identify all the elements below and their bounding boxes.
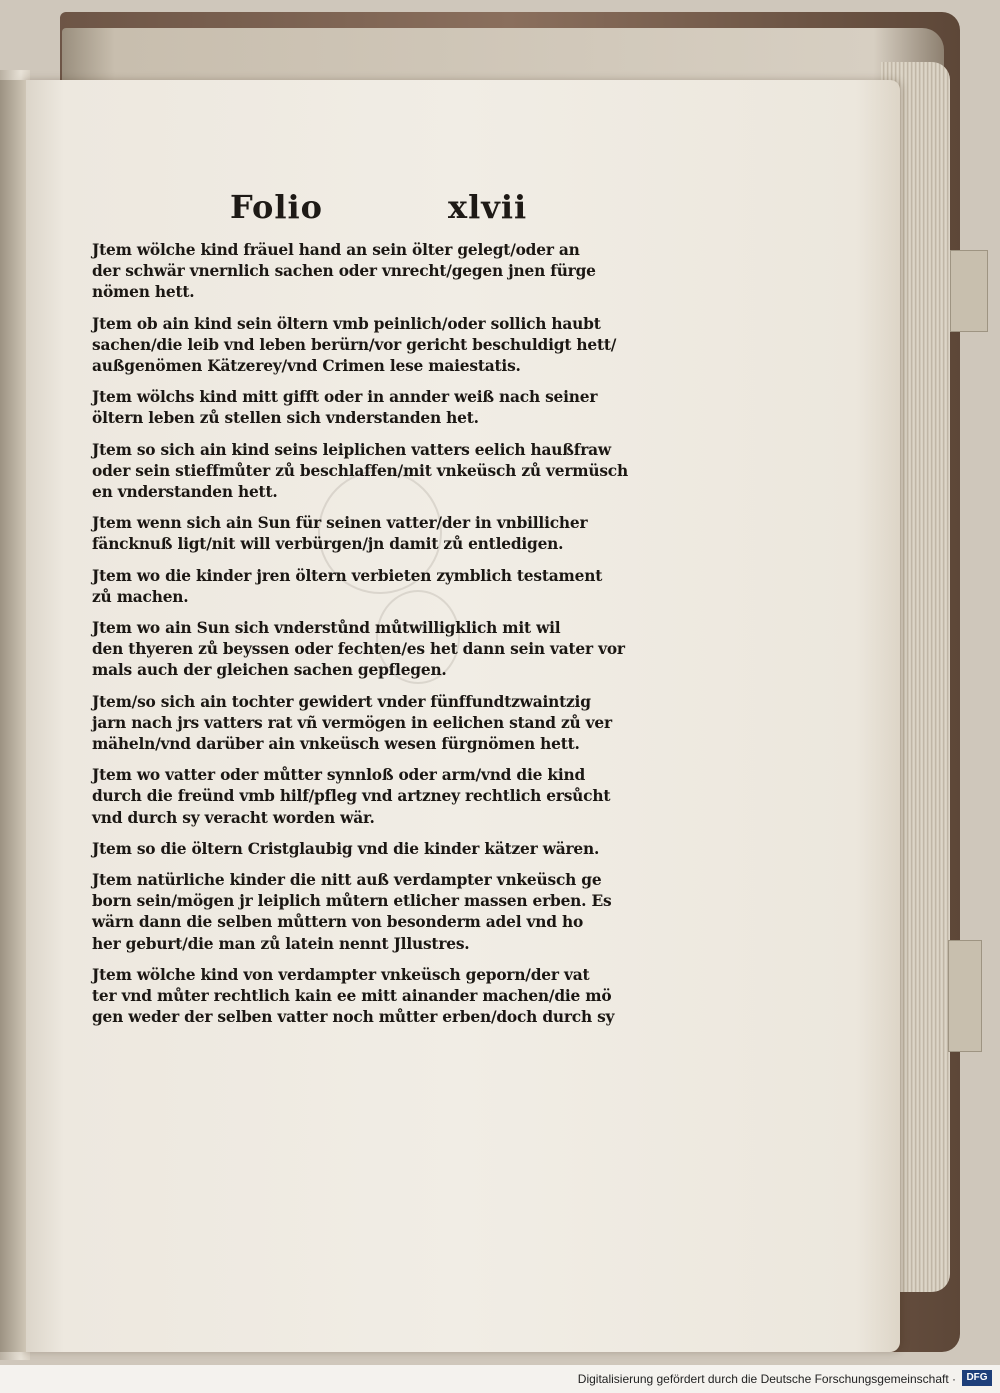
- text-line: Jtem wo die kinder jren öltern verbieten zymblich testament: [92, 566, 603, 585]
- text-line: Jtem wölchs kind mitt gifft oder in annder weiß nach seiner: [92, 388, 598, 407]
- paragraph: [92, 314, 632, 378]
- text-line: öltern leben zů stellen sich vnderstanden het.: [92, 409, 479, 428]
- text-line: her geburt/die man zů latein nennt Jllustres.: [92, 934, 470, 953]
- paragraph: [92, 513, 632, 555]
- text-line: oder sein stieffmůter zů beschlaffen/mit vnkeüsch zů vermüsch: [92, 461, 628, 480]
- text-line: der schwär vnernlich sachen oder vnrecht/gegen jnen fürge: [92, 262, 596, 281]
- text-line: gen weder der selben vatter noch můtter erben/doch durch sy: [92, 1008, 615, 1027]
- paragraph: [92, 765, 632, 829]
- dfg-logo: DFG: [962, 1370, 992, 1386]
- text-line: Jtem wo ain Sun sich vnderstůnd můtwilligklich mit wil: [92, 619, 561, 638]
- text-line: Jtem wo vatter oder můtter synnloß oder arm/vnd die kind: [92, 766, 586, 785]
- gutter-shadow: [0, 80, 26, 1352]
- text-line: durch die freünd vmb hilf/pfleg vnd artzney rechtlich ersůcht: [92, 787, 611, 806]
- digitization-credit: Digitalisierung gefördert durch die Deutsche Forschungsgemeinschaft ·: [577, 1372, 956, 1386]
- paragraph: [92, 870, 632, 955]
- text-line: den thyeren zů beyssen oder fechten/es het dann sein vater vor: [92, 640, 625, 659]
- paragraph: [92, 387, 632, 429]
- paragraph: [92, 566, 632, 608]
- text-line: en vnderstanden hett.: [92, 483, 278, 502]
- text-line: Jtem wölche kind von verdampter vnkeüsch geporn/der vat: [92, 965, 590, 984]
- text-line: fäncknuß ligt/nit will verbürgen/jn damit zů entledigen.: [92, 535, 564, 554]
- text-line: sachen/die leib vnd leben berürn/vor gericht beschuldigt hett/: [92, 335, 617, 354]
- folio-number: xlvii: [448, 188, 528, 226]
- text-line: mäheln/vnd darüber ain vnkeüsch wesen fürgnömen hett.: [92, 735, 580, 754]
- page-tab-lower: [948, 940, 982, 1052]
- text-line: zů machen.: [92, 587, 189, 606]
- paragraph: [92, 618, 632, 682]
- paragraph: [92, 240, 632, 304]
- page-header: [230, 188, 530, 238]
- text-line: ter vnd můter rechtlich kain ee mitt ainander machen/die mö: [92, 987, 612, 1006]
- text-line: jarn nach jrs vatters rat vñ vermögen in eelichen stand zů ver: [92, 713, 612, 732]
- body-text: [92, 240, 632, 1140]
- folio-label: Folio: [230, 188, 323, 226]
- paragraph: [92, 440, 632, 504]
- text-line: Jtem/so sich ain tochter gewidert vnder fünffundtzwaintzig: [92, 692, 591, 711]
- text-line: außgenömen Kätzerey/vnd Crimen lese maiestatis.: [92, 357, 521, 376]
- text-line: born sein/mögen jr leiplich můtern etlicher massen erben. Es: [92, 892, 612, 911]
- text-line: Jtem ob ain kind sein öltern vmb peinlich/oder sollich haubt: [92, 314, 601, 333]
- text-line: wärn dann die selben můttern von besonderm adel vnd ho: [92, 913, 584, 932]
- text-line: mals auch der gleichen sachen gepflegen.: [92, 661, 447, 680]
- page-tab-upper: [950, 250, 988, 332]
- text-line: Jtem wölche kind fräuel hand an sein ölter gelegt/oder an: [92, 241, 580, 259]
- footer-bar: [0, 1365, 1000, 1393]
- text-line: Jtem so sich ain kind seins leiplichen vatters eelich haußfraw: [92, 440, 611, 459]
- paragraph: [92, 692, 632, 756]
- text-line: nömen hett.: [92, 283, 195, 302]
- text-line: vnd durch sy veracht worden wär.: [92, 808, 375, 827]
- text-line: Jtem wenn sich ain Sun für seinen vatter/der in vnbillicher: [92, 514, 588, 533]
- paragraph: [92, 965, 632, 1029]
- text-line: Jtem so die öltern Cristglaubig vnd die kinder kätzer wären.: [92, 839, 600, 858]
- paragraph: [92, 839, 632, 860]
- text-line: Jtem natürliche kinder die nitt auß verdampter vnkeüsch ge: [92, 871, 602, 890]
